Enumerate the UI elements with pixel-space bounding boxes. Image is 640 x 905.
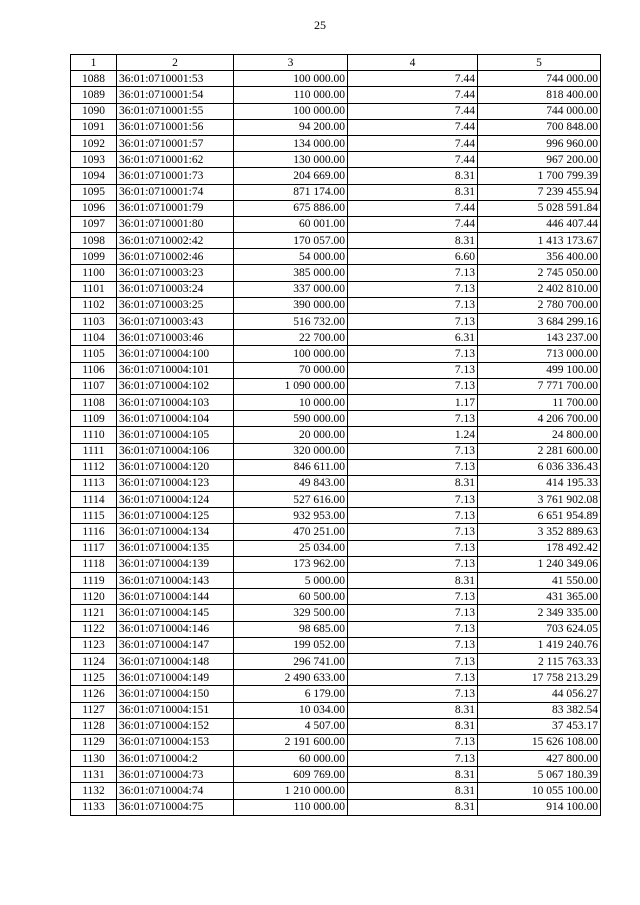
row-number-cell: 1099 [71, 249, 117, 265]
table-row [71, 799, 601, 815]
table-row [71, 621, 601, 637]
cadastral-number-cell: 36:01:0710003:46 [117, 330, 234, 346]
cadastral-number-cell: 36:01:0710004:145 [117, 605, 234, 621]
rate-cell: 1.17 [348, 394, 478, 410]
amount-cell: 4 206 700.00 [478, 411, 601, 427]
row-number-cell: 1114 [71, 492, 117, 508]
table-row [71, 281, 601, 297]
rate-cell: 7.13 [348, 378, 478, 394]
area-cell: 130 000.00 [234, 152, 348, 168]
area-cell: 871 174.00 [234, 184, 348, 200]
area-cell: 110 000.00 [234, 799, 348, 815]
rate-cell: 7.13 [348, 362, 478, 378]
area-cell: 134 000.00 [234, 135, 348, 151]
rate-cell: 8.31 [348, 783, 478, 799]
amount-cell: 143 237.00 [478, 330, 601, 346]
cadastral-number-cell: 36:01:0710004:100 [117, 346, 234, 362]
rate-cell: 6.60 [348, 249, 478, 265]
cadastral-number-cell: 36:01:0710004:151 [117, 702, 234, 718]
rate-cell: 7.13 [348, 637, 478, 653]
cadastral-number-cell: 36:01:0710001:74 [117, 184, 234, 200]
rate-cell: 7.13 [348, 653, 478, 669]
column-header: 3 [234, 55, 348, 71]
amount-cell: 3 684 299.16 [478, 314, 601, 330]
rate-cell: 7.13 [348, 314, 478, 330]
amount-cell: 2 745 050.00 [478, 265, 601, 281]
table-row [71, 670, 601, 686]
row-number-cell: 1119 [71, 573, 117, 589]
area-cell: 70 000.00 [234, 362, 348, 378]
row-number-cell: 1093 [71, 152, 117, 168]
row-number-cell: 1113 [71, 475, 117, 491]
area-cell: 110 000.00 [234, 87, 348, 103]
amount-cell: 2 402 810.00 [478, 281, 601, 297]
cadastral-number-cell: 36:01:0710001:73 [117, 168, 234, 184]
amount-cell: 3 761 902.08 [478, 492, 601, 508]
row-number-cell: 1100 [71, 265, 117, 281]
area-cell: 320 000.00 [234, 443, 348, 459]
cadastral-number-cell: 36:01:0710004:153 [117, 734, 234, 750]
area-cell: 60 000.00 [234, 751, 348, 767]
cadastral-number-cell: 36:01:0710004:150 [117, 686, 234, 702]
cadastral-number-cell: 36:01:0710003:24 [117, 281, 234, 297]
table-row [71, 184, 601, 200]
cadastral-number-cell: 36:01:0710004:123 [117, 475, 234, 491]
table-row [71, 734, 601, 750]
table-row [71, 573, 601, 589]
area-cell: 527 616.00 [234, 492, 348, 508]
area-cell: 10 034.00 [234, 702, 348, 718]
cadastral-number-cell: 36:01:0710004:120 [117, 459, 234, 475]
table-row [71, 475, 601, 491]
row-number-cell: 1124 [71, 653, 117, 669]
rate-cell: 7.13 [348, 492, 478, 508]
column-header: 5 [478, 55, 601, 71]
cadastral-number-cell: 36:01:0710004:139 [117, 556, 234, 572]
table-row [71, 71, 601, 87]
area-cell: 2 191 600.00 [234, 734, 348, 750]
cadastral-number-cell: 36:01:0710004:124 [117, 492, 234, 508]
table-row [71, 233, 601, 249]
table-row [71, 702, 601, 718]
cadastral-number-cell: 36:01:0710004:134 [117, 524, 234, 540]
area-cell: 675 886.00 [234, 200, 348, 216]
table-row [71, 783, 601, 799]
amount-cell: 744 000.00 [478, 71, 601, 87]
row-number-cell: 1132 [71, 783, 117, 799]
table-row [71, 346, 601, 362]
area-cell: 846 611.00 [234, 459, 348, 475]
row-number-cell: 1108 [71, 394, 117, 410]
rate-cell: 7.13 [348, 459, 478, 475]
rate-cell: 8.31 [348, 799, 478, 815]
amount-cell: 178 492.42 [478, 540, 601, 556]
amount-cell: 3 352 889.63 [478, 524, 601, 540]
row-number-cell: 1101 [71, 281, 117, 297]
row-number-cell: 1115 [71, 508, 117, 524]
cadastral-number-cell: 36:01:0710004:75 [117, 799, 234, 815]
area-cell: 4 507.00 [234, 718, 348, 734]
row-number-cell: 1111 [71, 443, 117, 459]
amount-cell: 2 780 700.00 [478, 297, 601, 313]
area-cell: 390 000.00 [234, 297, 348, 313]
row-number-cell: 1105 [71, 346, 117, 362]
amount-cell: 427 800.00 [478, 751, 601, 767]
area-cell: 100 000.00 [234, 103, 348, 119]
area-cell: 2 490 633.00 [234, 670, 348, 686]
cadastral-number-cell: 36:01:0710004:74 [117, 783, 234, 799]
table-row [71, 297, 601, 313]
cadastral-number-cell: 36:01:0710004:73 [117, 767, 234, 783]
rate-cell: 7.13 [348, 751, 478, 767]
area-cell: 204 669.00 [234, 168, 348, 184]
rate-cell: 7.13 [348, 524, 478, 540]
area-cell: 22 700.00 [234, 330, 348, 346]
cadastral-number-cell: 36:01:0710002:42 [117, 233, 234, 249]
amount-cell: 713 000.00 [478, 346, 601, 362]
rate-cell: 8.31 [348, 767, 478, 783]
row-number-cell: 1125 [71, 670, 117, 686]
rate-cell: 7.13 [348, 508, 478, 524]
rate-cell: 7.13 [348, 670, 478, 686]
table-row [71, 87, 601, 103]
area-cell: 1 090 000.00 [234, 378, 348, 394]
amount-cell: 37 453.17 [478, 718, 601, 734]
amount-cell: 41 550.00 [478, 573, 601, 589]
area-cell: 609 769.00 [234, 767, 348, 783]
amount-cell: 6 651 954.89 [478, 508, 601, 524]
table-row [71, 411, 601, 427]
area-cell: 337 000.00 [234, 281, 348, 297]
page-number: 25 [314, 18, 326, 32]
cadastral-number-cell: 36:01:0710003:25 [117, 297, 234, 313]
row-number-cell: 1112 [71, 459, 117, 475]
table-row [71, 686, 601, 702]
cadastral-number-cell: 36:01:0710001:79 [117, 200, 234, 216]
row-number-cell: 1110 [71, 427, 117, 443]
table-row [71, 362, 601, 378]
cadastral-number-cell: 36:01:0710004:135 [117, 540, 234, 556]
table-row [71, 427, 601, 443]
area-cell: 516 732.00 [234, 314, 348, 330]
cadastral-number-cell: 36:01:0710004:147 [117, 637, 234, 653]
row-number-cell: 1096 [71, 200, 117, 216]
row-number-cell: 1097 [71, 216, 117, 232]
rate-cell: 6.31 [348, 330, 478, 346]
cadastral-number-cell: 36:01:0710004:104 [117, 411, 234, 427]
row-number-cell: 1103 [71, 314, 117, 330]
rate-cell: 7.13 [348, 621, 478, 637]
rate-cell: 7.44 [348, 152, 478, 168]
row-number-cell: 1107 [71, 378, 117, 394]
amount-cell: 1 419 240.76 [478, 637, 601, 653]
amount-cell: 414 195.33 [478, 475, 601, 491]
table-row [71, 216, 601, 232]
rate-cell: 8.31 [348, 233, 478, 249]
area-cell: 20 000.00 [234, 427, 348, 443]
rate-cell: 8.31 [348, 718, 478, 734]
row-number-cell: 1126 [71, 686, 117, 702]
rate-cell: 7.13 [348, 734, 478, 750]
area-cell: 170 057.00 [234, 233, 348, 249]
row-number-cell: 1127 [71, 702, 117, 718]
rate-cell: 7.13 [348, 443, 478, 459]
cadastral-number-cell: 36:01:0710003:23 [117, 265, 234, 281]
amount-cell: 703 624.05 [478, 621, 601, 637]
area-cell: 173 962.00 [234, 556, 348, 572]
row-number-cell: 1098 [71, 233, 117, 249]
area-cell: 60 001.00 [234, 216, 348, 232]
row-number-cell: 1102 [71, 297, 117, 313]
row-number-cell: 1104 [71, 330, 117, 346]
row-number-cell: 1089 [71, 87, 117, 103]
area-cell: 25 034.00 [234, 540, 348, 556]
amount-cell: 744 000.00 [478, 103, 601, 119]
column-header: 2 [117, 55, 234, 71]
amount-cell: 446 407.44 [478, 216, 601, 232]
area-cell: 296 741.00 [234, 653, 348, 669]
table-row [71, 378, 601, 394]
cadastral-number-cell: 36:01:0710001:62 [117, 152, 234, 168]
rate-cell: 7.13 [348, 265, 478, 281]
column-header: 1 [71, 55, 117, 71]
header-row [71, 55, 601, 71]
area-cell: 1 210 000.00 [234, 783, 348, 799]
cadastral-number-cell: 36:01:0710004:143 [117, 573, 234, 589]
amount-cell: 967 200.00 [478, 152, 601, 168]
cadastral-number-cell: 36:01:0710004:146 [117, 621, 234, 637]
table-row [71, 168, 601, 184]
table-row [71, 492, 601, 508]
amount-cell: 356 400.00 [478, 249, 601, 265]
amount-cell: 431 365.00 [478, 589, 601, 605]
cadastral-number-cell: 36:01:0710002:46 [117, 249, 234, 265]
rate-cell: 8.31 [348, 184, 478, 200]
cadastral-number-cell: 36:01:0710001:53 [117, 71, 234, 87]
amount-cell: 10 055 100.00 [478, 783, 601, 799]
table-row [71, 524, 601, 540]
table-body [71, 71, 601, 816]
area-cell: 60 500.00 [234, 589, 348, 605]
cadastral-number-cell: 36:01:0710004:148 [117, 653, 234, 669]
rate-cell: 7.13 [348, 281, 478, 297]
rate-cell: 7.44 [348, 200, 478, 216]
amount-cell: 700 848.00 [478, 119, 601, 135]
rate-cell: 7.44 [348, 103, 478, 119]
row-number-cell: 1106 [71, 362, 117, 378]
rate-cell: 7.13 [348, 605, 478, 621]
table-row [71, 394, 601, 410]
column-header: 4 [348, 55, 478, 71]
amount-cell: 11 700.00 [478, 394, 601, 410]
area-cell: 329 500.00 [234, 605, 348, 621]
table-row [71, 443, 601, 459]
row-number-cell: 1109 [71, 411, 117, 427]
row-number-cell: 1120 [71, 589, 117, 605]
area-cell: 49 843.00 [234, 475, 348, 491]
cadastral-number-cell: 36:01:0710001:80 [117, 216, 234, 232]
rate-cell: 8.31 [348, 573, 478, 589]
amount-cell: 5 067 180.39 [478, 767, 601, 783]
table-row [71, 556, 601, 572]
area-cell: 100 000.00 [234, 71, 348, 87]
table-row [71, 103, 601, 119]
table-row [71, 119, 601, 135]
rate-cell: 8.31 [348, 475, 478, 491]
row-number-cell: 1131 [71, 767, 117, 783]
rate-cell: 8.31 [348, 702, 478, 718]
table-row [71, 508, 601, 524]
data-table [70, 54, 601, 816]
table-row [71, 589, 601, 605]
cadastral-number-cell: 36:01:0710004:103 [117, 394, 234, 410]
area-cell: 54 000.00 [234, 249, 348, 265]
table-row [71, 330, 601, 346]
table-row [71, 200, 601, 216]
amount-cell: 914 100.00 [478, 799, 601, 815]
cadastral-number-cell: 36:01:0710001:57 [117, 135, 234, 151]
rate-cell: 7.13 [348, 556, 478, 572]
amount-cell: 7 239 455.94 [478, 184, 601, 200]
area-cell: 470 251.00 [234, 524, 348, 540]
cadastral-number-cell: 36:01:0710004:2 [117, 751, 234, 767]
amount-cell: 2 115 763.33 [478, 653, 601, 669]
amount-cell: 2 281 600.00 [478, 443, 601, 459]
cadastral-number-cell: 36:01:0710004:152 [117, 718, 234, 734]
row-number-cell: 1129 [71, 734, 117, 750]
amount-cell: 15 626 108.00 [478, 734, 601, 750]
table-row [71, 314, 601, 330]
area-cell: 100 000.00 [234, 346, 348, 362]
area-cell: 385 000.00 [234, 265, 348, 281]
table-row [71, 265, 601, 281]
amount-cell: 7 771 700.00 [478, 378, 601, 394]
cadastral-number-cell: 36:01:0710003:43 [117, 314, 234, 330]
rate-cell: 7.13 [348, 411, 478, 427]
cadastral-number-cell: 36:01:0710004:105 [117, 427, 234, 443]
row-number-cell: 1130 [71, 751, 117, 767]
table-row [71, 767, 601, 783]
row-number-cell: 1088 [71, 71, 117, 87]
row-number-cell: 1118 [71, 556, 117, 572]
cadastral-number-cell: 36:01:0710004:149 [117, 670, 234, 686]
area-cell: 590 000.00 [234, 411, 348, 427]
amount-cell: 6 036 336.43 [478, 459, 601, 475]
cadastral-number-cell: 36:01:0710004:101 [117, 362, 234, 378]
cadastral-number-cell: 36:01:0710004:102 [117, 378, 234, 394]
table-row [71, 718, 601, 734]
amount-cell: 996 960.00 [478, 135, 601, 151]
row-number-cell: 1095 [71, 184, 117, 200]
area-cell: 932 953.00 [234, 508, 348, 524]
cadastral-number-cell: 36:01:0710004:106 [117, 443, 234, 459]
table-row [71, 751, 601, 767]
table-row [71, 135, 601, 151]
row-number-cell: 1121 [71, 605, 117, 621]
amount-cell: 5 028 591.84 [478, 200, 601, 216]
area-cell: 5 000.00 [234, 573, 348, 589]
row-number-cell: 1116 [71, 524, 117, 540]
area-cell: 199 052.00 [234, 637, 348, 653]
cadastral-number-cell: 36:01:0710001:54 [117, 87, 234, 103]
row-number-cell: 1128 [71, 718, 117, 734]
rate-cell: 7.13 [348, 346, 478, 362]
cadastral-number-cell: 36:01:0710001:56 [117, 119, 234, 135]
amount-cell: 17 758 213.29 [478, 670, 601, 686]
rate-cell: 7.44 [348, 216, 478, 232]
amount-cell: 1 700 799.39 [478, 168, 601, 184]
row-number-cell: 1122 [71, 621, 117, 637]
rate-cell: 7.44 [348, 71, 478, 87]
area-cell: 98 685.00 [234, 621, 348, 637]
table-row [71, 540, 601, 556]
cadastral-number-cell: 36:01:0710001:55 [117, 103, 234, 119]
rate-cell: 7.13 [348, 686, 478, 702]
amount-cell: 1 240 349.06 [478, 556, 601, 572]
amount-cell: 44 056.27 [478, 686, 601, 702]
cadastral-number-cell: 36:01:0710004:125 [117, 508, 234, 524]
amount-cell: 24 800.00 [478, 427, 601, 443]
table-row [71, 152, 601, 168]
row-number-cell: 1123 [71, 637, 117, 653]
rate-cell: 1.24 [348, 427, 478, 443]
area-cell: 6 179.00 [234, 686, 348, 702]
table-row [71, 249, 601, 265]
row-number-cell: 1090 [71, 103, 117, 119]
amount-cell: 499 100.00 [478, 362, 601, 378]
amount-cell: 83 382.54 [478, 702, 601, 718]
row-number-cell: 1117 [71, 540, 117, 556]
rate-cell: 7.13 [348, 589, 478, 605]
row-number-cell: 1133 [71, 799, 117, 815]
row-number-cell: 1091 [71, 119, 117, 135]
rate-cell: 8.31 [348, 168, 478, 184]
rate-cell: 7.44 [348, 119, 478, 135]
area-cell: 94 200.00 [234, 119, 348, 135]
amount-cell: 2 349 335.00 [478, 605, 601, 621]
amount-cell: 1 413 173.67 [478, 233, 601, 249]
rate-cell: 7.44 [348, 135, 478, 151]
row-number-cell: 1094 [71, 168, 117, 184]
area-cell: 10 000.00 [234, 394, 348, 410]
table-row [71, 637, 601, 653]
amount-cell: 818 400.00 [478, 87, 601, 103]
rate-cell: 7.13 [348, 297, 478, 313]
rate-cell: 7.44 [348, 87, 478, 103]
table-row [71, 605, 601, 621]
row-number-cell: 1092 [71, 135, 117, 151]
cadastral-number-cell: 36:01:0710004:144 [117, 589, 234, 605]
table-row [71, 653, 601, 669]
table-row [71, 459, 601, 475]
rate-cell: 7.13 [348, 540, 478, 556]
